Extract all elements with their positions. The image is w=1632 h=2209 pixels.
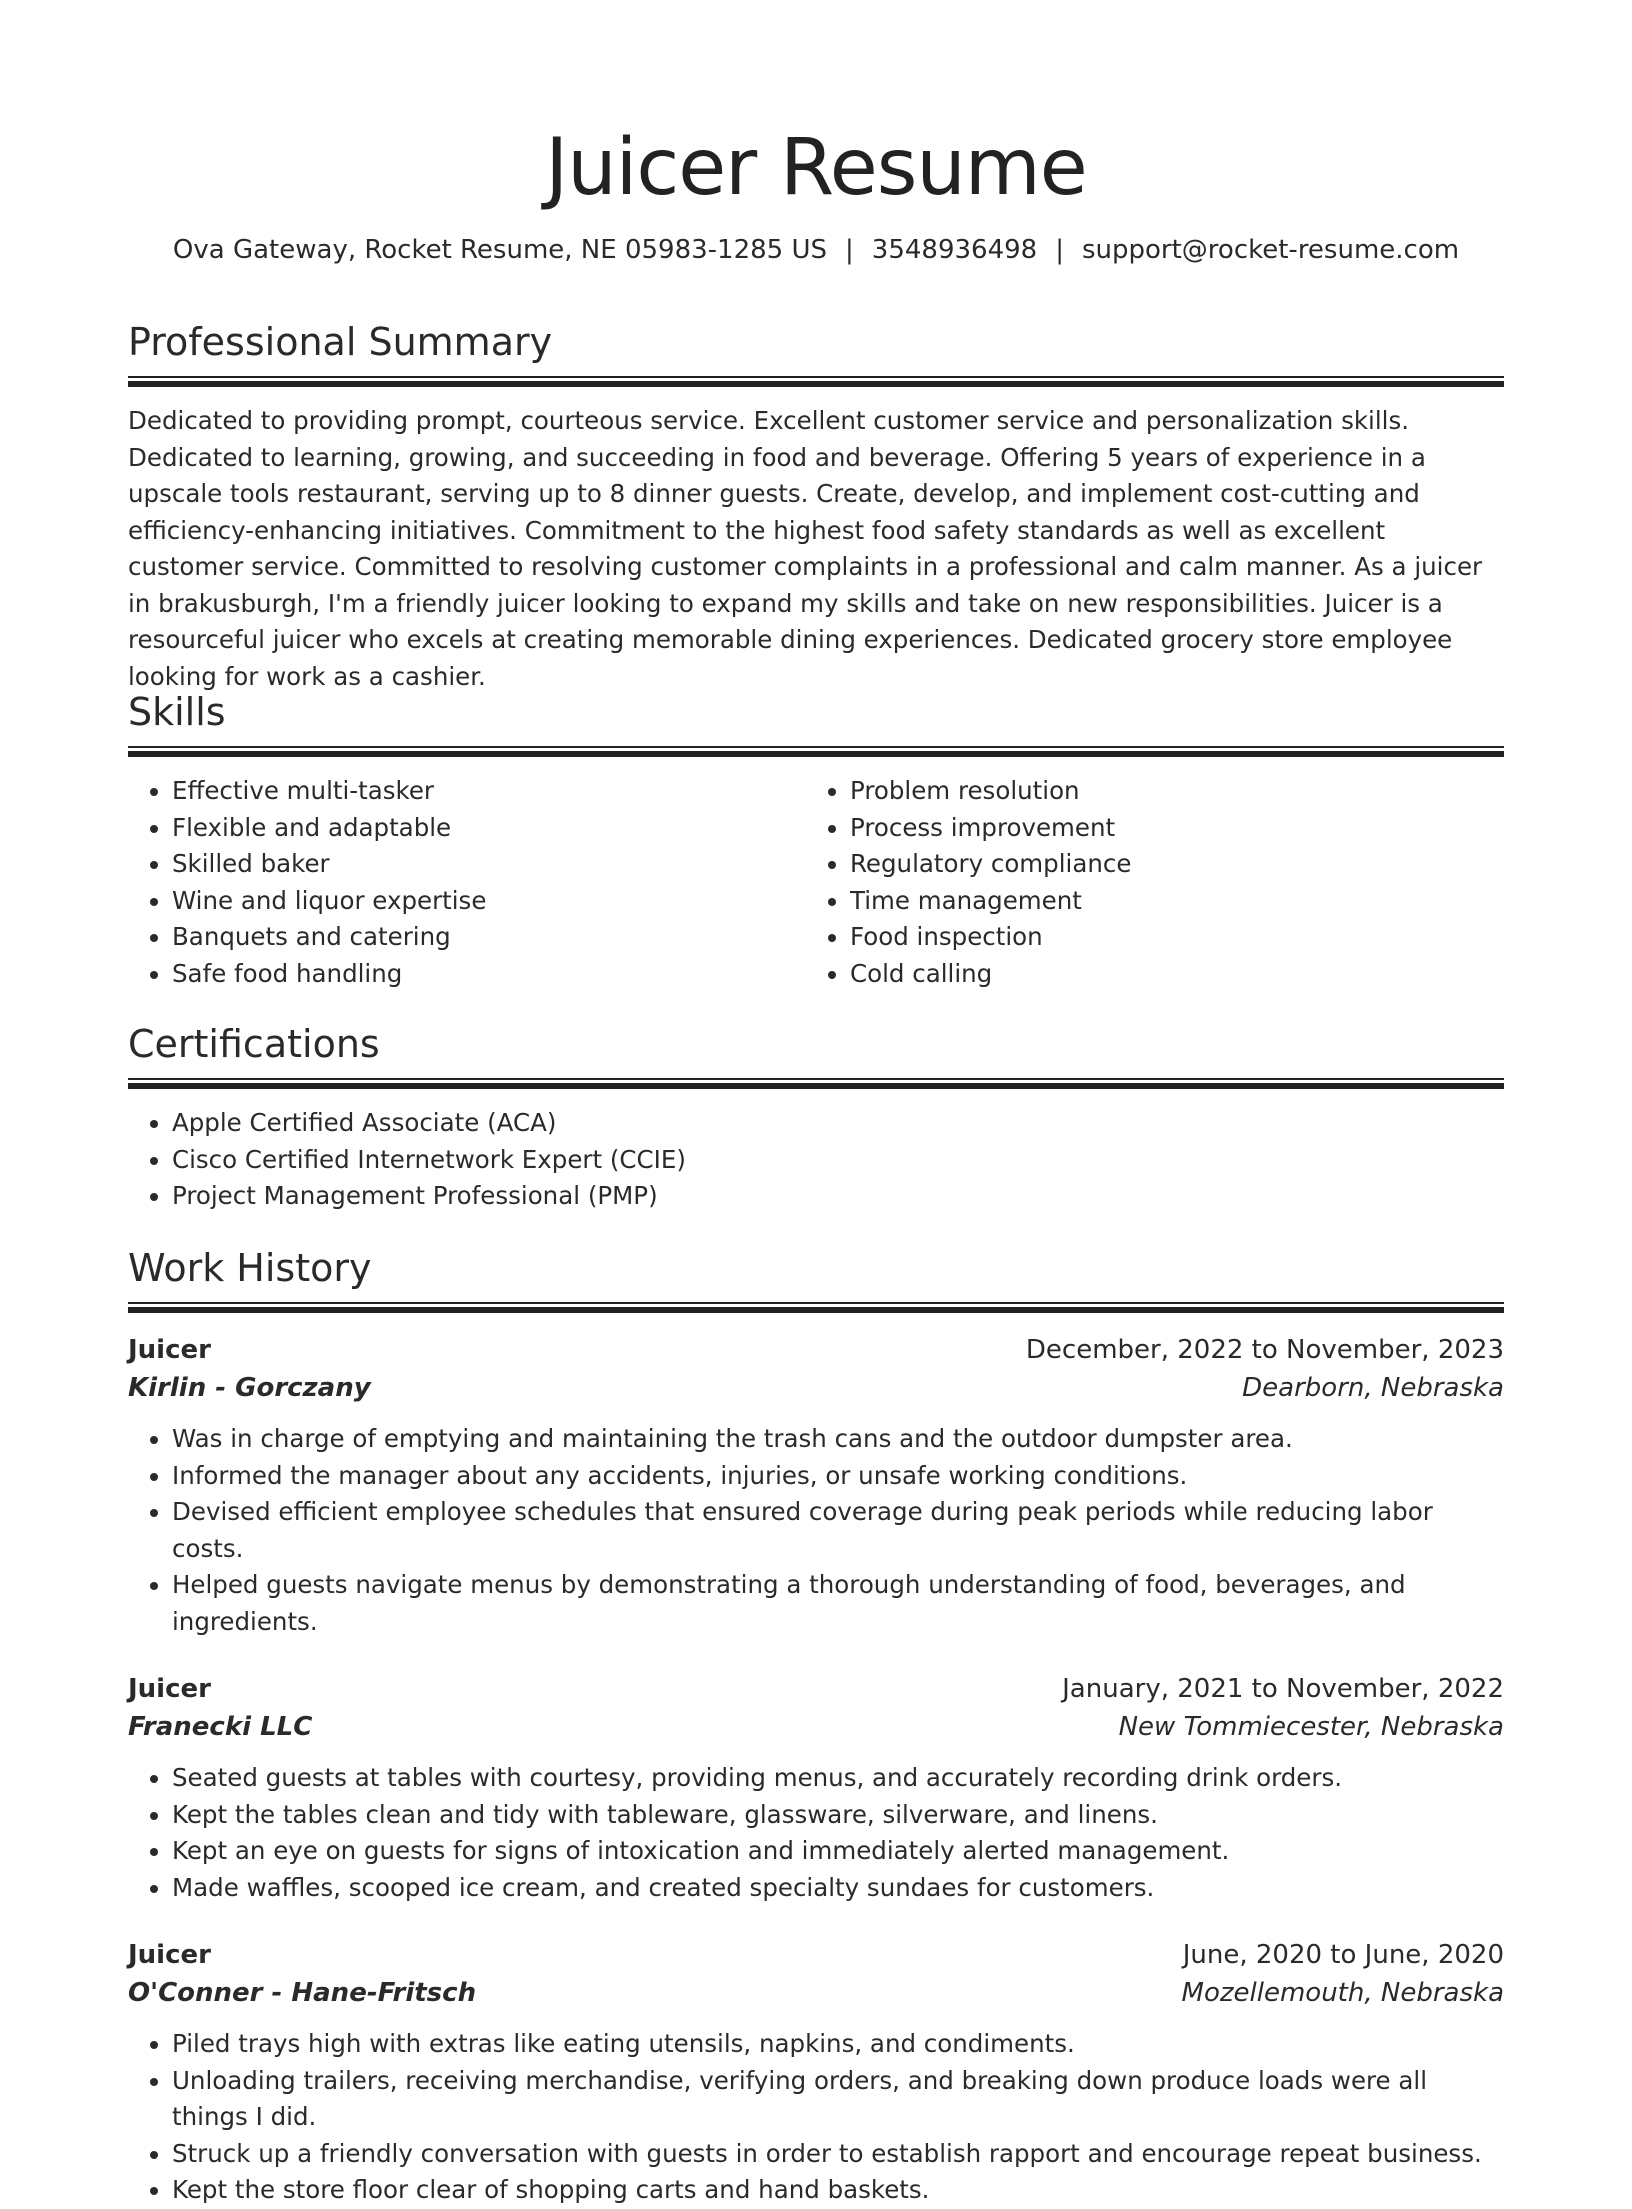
skill-item: • Flexible and adaptable bbox=[172, 810, 806, 847]
section-skills bbox=[128, 688, 1504, 992]
skill-item: • Effective multi-tasker bbox=[172, 773, 806, 810]
resume-page bbox=[128, 0, 1504, 2204]
job-company: Kirlin - Gorczany bbox=[128, 1373, 371, 1403]
job-bullet: • Seated guests at tables with courtesy, providing menus, and accurately recording drink orders. bbox=[172, 1760, 1504, 1797]
job-bullet: • Kept the tables clean and tidy with tableware, glassware, silverware, and linens. bbox=[172, 1797, 1504, 1834]
section-professional-summary bbox=[128, 318, 1504, 695]
section-heading-work-history: Work History bbox=[128, 1246, 372, 1290]
certification-item: • Cisco Certified Internetwork Expert (CCIE) bbox=[172, 1142, 1504, 1179]
section-work-history bbox=[128, 1244, 1504, 2209]
certifications-list-wrap bbox=[128, 1105, 1504, 1215]
job-subheader bbox=[128, 1974, 1504, 2012]
job-company: O'Conner - Hane-Fritsch bbox=[128, 1978, 477, 2008]
skill-item: • Wine and liquor expertise bbox=[172, 883, 806, 920]
certifications-list bbox=[128, 1105, 1504, 1215]
job-bullets bbox=[128, 2026, 1504, 2209]
job-title: Juicer bbox=[128, 1335, 211, 1365]
job-dates: June, 2020 to June, 2020 bbox=[1182, 1940, 1504, 1970]
section-divider bbox=[128, 1302, 1504, 1313]
skill-item: • Food inspection bbox=[850, 919, 1484, 956]
job-title: Juicer bbox=[128, 1674, 211, 1704]
job-bullets bbox=[128, 1421, 1504, 1640]
section-heading-certifications: Certifications bbox=[128, 1022, 380, 1066]
certification-item: • Project Management Professional (PMP) bbox=[172, 1178, 1504, 1215]
contact-separator: | bbox=[845, 235, 854, 265]
skill-item: • Skilled baker bbox=[172, 846, 806, 883]
job-bullet: • Unloading trailers, receiving merchandise, verifying orders, and breaking down produce loads were all things I did. bbox=[172, 2063, 1504, 2136]
resume-title: Juicer Resume bbox=[545, 123, 1087, 213]
job-dates: January, 2021 to November, 2022 bbox=[1062, 1674, 1504, 1704]
job-subheader bbox=[128, 1369, 1504, 1407]
section-divider bbox=[128, 746, 1504, 757]
skill-item: • Process improvement bbox=[850, 810, 1484, 847]
job-subheader bbox=[128, 1708, 1504, 1746]
contact-email[interactable]: support@rocket-resume.com bbox=[1081, 235, 1460, 265]
skills-grid bbox=[128, 773, 1504, 992]
job-entry bbox=[128, 1331, 1504, 1640]
job-bullet: • Was in charge of emptying and maintaining the trash cans and the outdoor dumpster area. bbox=[172, 1421, 1504, 1458]
section-certifications bbox=[128, 1020, 1504, 1215]
job-location: Dearborn, Nebraska bbox=[1242, 1373, 1504, 1403]
job-bullet: • Devised efficient employee schedules that ensured coverage during peak periods while reducing labor costs. bbox=[172, 1494, 1504, 1567]
skill-item: • Banquets and catering bbox=[172, 919, 806, 956]
section-divider bbox=[128, 376, 1504, 387]
contact-phone: 3548936498 bbox=[871, 235, 1038, 265]
job-location: Mozellemouth, Nebraska bbox=[1181, 1978, 1504, 2008]
skills-list-left bbox=[128, 773, 806, 992]
contact-line bbox=[128, 232, 1504, 268]
skills-column-left bbox=[128, 773, 806, 992]
contact-address: Ova Gateway, Rocket Resume, NE 05983-1285 US bbox=[172, 235, 828, 265]
job-entry bbox=[128, 1670, 1504, 1906]
job-bullets bbox=[128, 1760, 1504, 1906]
job-bullet: • Kept an eye on guests for signs of intoxication and immediately alerted management. bbox=[172, 1833, 1504, 1870]
summary-text: Dedicated to providing prompt, courteous service. Excellent customer service and personalization skills. Dedicated to learning, growing, and succeeding in food and beverage. Offering 5 years of experience in a upscale tools restaurant, serving up to 8 dinner guests. Create, develop, and implement cost-cutting and efficiency-enhancing initiatives. Commitment to the highest food safety standards as well as excellent customer service. Committed to resolving customer complaints in a professional and calm manner. As a juicer in brakusburgh, I'm a friendly juicer looking to expand my skills and take on new responsibilities. Juicer is a resourceful juicer who excels at creating memorable dining experiences. Dedicated grocery store employee looking for work as a cashier. bbox=[128, 406, 1483, 691]
skill-item: • Cold calling bbox=[850, 956, 1484, 993]
job-header bbox=[128, 1331, 1504, 1369]
job-location: New Tommiecester, Nebraska bbox=[1118, 1712, 1504, 1742]
job-bullet: • Kept the store floor clear of shopping carts and hand baskets. bbox=[172, 2172, 1504, 2209]
job-header bbox=[128, 1936, 1504, 1974]
job-bullet: • Helped guests navigate menus by demonstrating a thorough understanding of food, beverages, and ingredients. bbox=[172, 1567, 1504, 1640]
job-bullet: • Piled trays high with extras like eating utensils, napkins, and condiments. bbox=[172, 2026, 1504, 2063]
job-entry bbox=[128, 1936, 1504, 2209]
job-header bbox=[128, 1670, 1504, 1708]
section-heading-summary: Professional Summary bbox=[128, 320, 553, 364]
skill-item: • Time management bbox=[850, 883, 1484, 920]
skill-item: • Problem resolution bbox=[850, 773, 1484, 810]
job-bullet: • Struck up a friendly conversation with guests in order to establish rapport and encourage repeat business. bbox=[172, 2136, 1504, 2173]
skill-item: • Safe food handling bbox=[172, 956, 806, 993]
contact-separator: | bbox=[1055, 235, 1064, 265]
skills-list-right bbox=[806, 773, 1484, 992]
skills-column-right bbox=[806, 773, 1484, 992]
section-divider bbox=[128, 1078, 1504, 1089]
job-bullet: • Informed the manager about any accidents, injuries, or unsafe working conditions. bbox=[172, 1458, 1504, 1495]
job-company: Franecki LLC bbox=[128, 1712, 313, 1742]
skill-item: • Regulatory compliance bbox=[850, 846, 1484, 883]
job-bullet: • Made waffles, scooped ice cream, and created specialty sundaes for customers. bbox=[172, 1870, 1504, 1907]
section-heading-skills: Skills bbox=[128, 690, 226, 734]
job-dates: December, 2022 to November, 2023 bbox=[1025, 1335, 1504, 1365]
job-title: Juicer bbox=[128, 1940, 211, 1970]
certification-item: • Apple Certified Associate (ACA) bbox=[172, 1105, 1504, 1142]
